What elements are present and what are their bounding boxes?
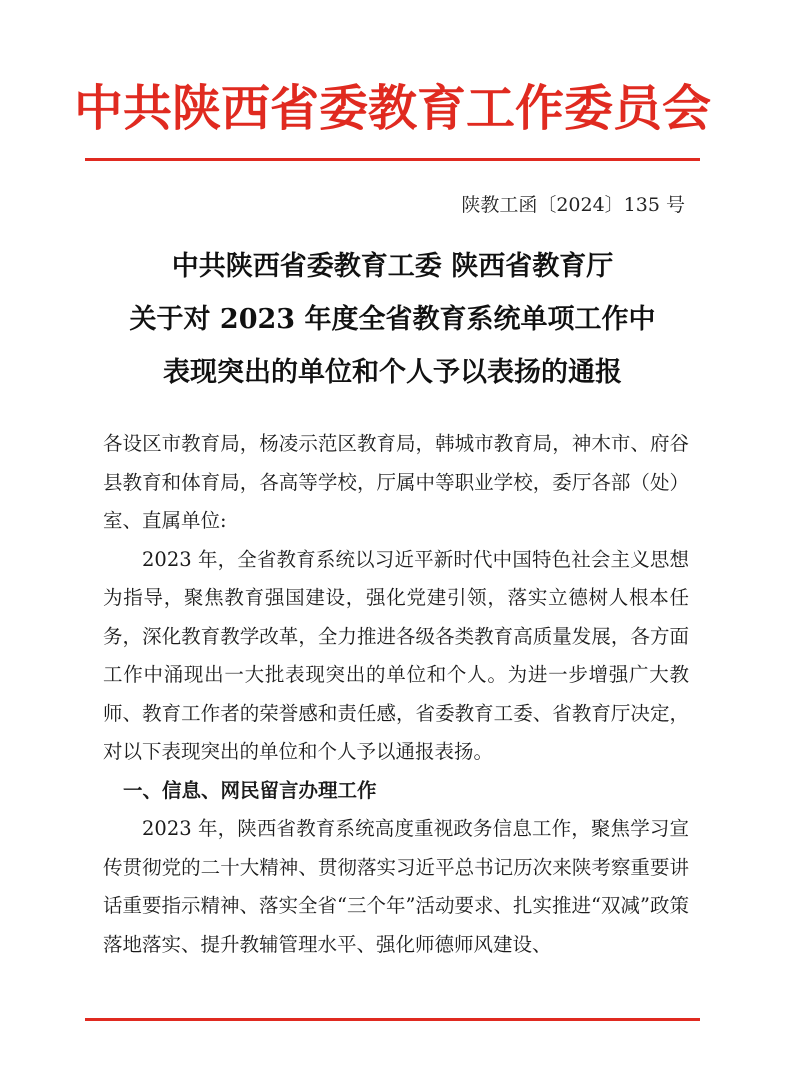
section-heading-1: 一、信息、网民留言办理工作 — [123, 778, 377, 802]
title-line-3: 表现突出的单位和个人予以表扬的通报 — [163, 357, 622, 388]
paragraph-1: 2023 年，全省教育系统以习近平新时代中国特色社会主义思想为指导，聚焦教育强国建设，强化党建引领，落实立德树人根本任务，深化教育教学改革，全力推进各级各类教育高质量发展，各方面工作中涌现出一大批表现突出的单位和个人。为进一步增强广大教师、教育工作者的荣誉感和责任感，省委教育工委、省教育厅决定，对以下表现突出的单位和个人予以通报表扬。 — [103, 547, 689, 763]
addressees: 各设区市教育局，杨凌示范区教育局，韩城市教育局，神木市、府谷县教育和体育局，各高等学校，厅属中等职业学校，委厅各部（处）室、直属单位: — [103, 432, 689, 532]
footer-rule — [85, 1018, 700, 1021]
letterhead-org: 中共陕西省委教育工作委员会 — [73, 79, 711, 137]
document-number: 陕教工函〔2024〕135 号 — [461, 194, 685, 216]
title-line-2: 关于对 2023 年度全省教育系统单项工作中 — [129, 304, 656, 335]
letterhead-top-rule — [85, 158, 700, 161]
document-body — [103, 425, 689, 964]
paragraph-2: 2023 年，陕西省教育系统高度重视政务信息工作，聚焦学习宣传贯彻党的二十大精神、贯彻落实习近平总书记历次来陕考察重要讲话重要指示精神、落实全省“三个年”活动要求、扎实推进“双减”政策落地落实、提升教辅管理水平、强化师德师风建设、 — [103, 817, 689, 956]
title-line-1: 中共陕西省委教育工委 陕西省教育厅 — [171, 251, 614, 282]
